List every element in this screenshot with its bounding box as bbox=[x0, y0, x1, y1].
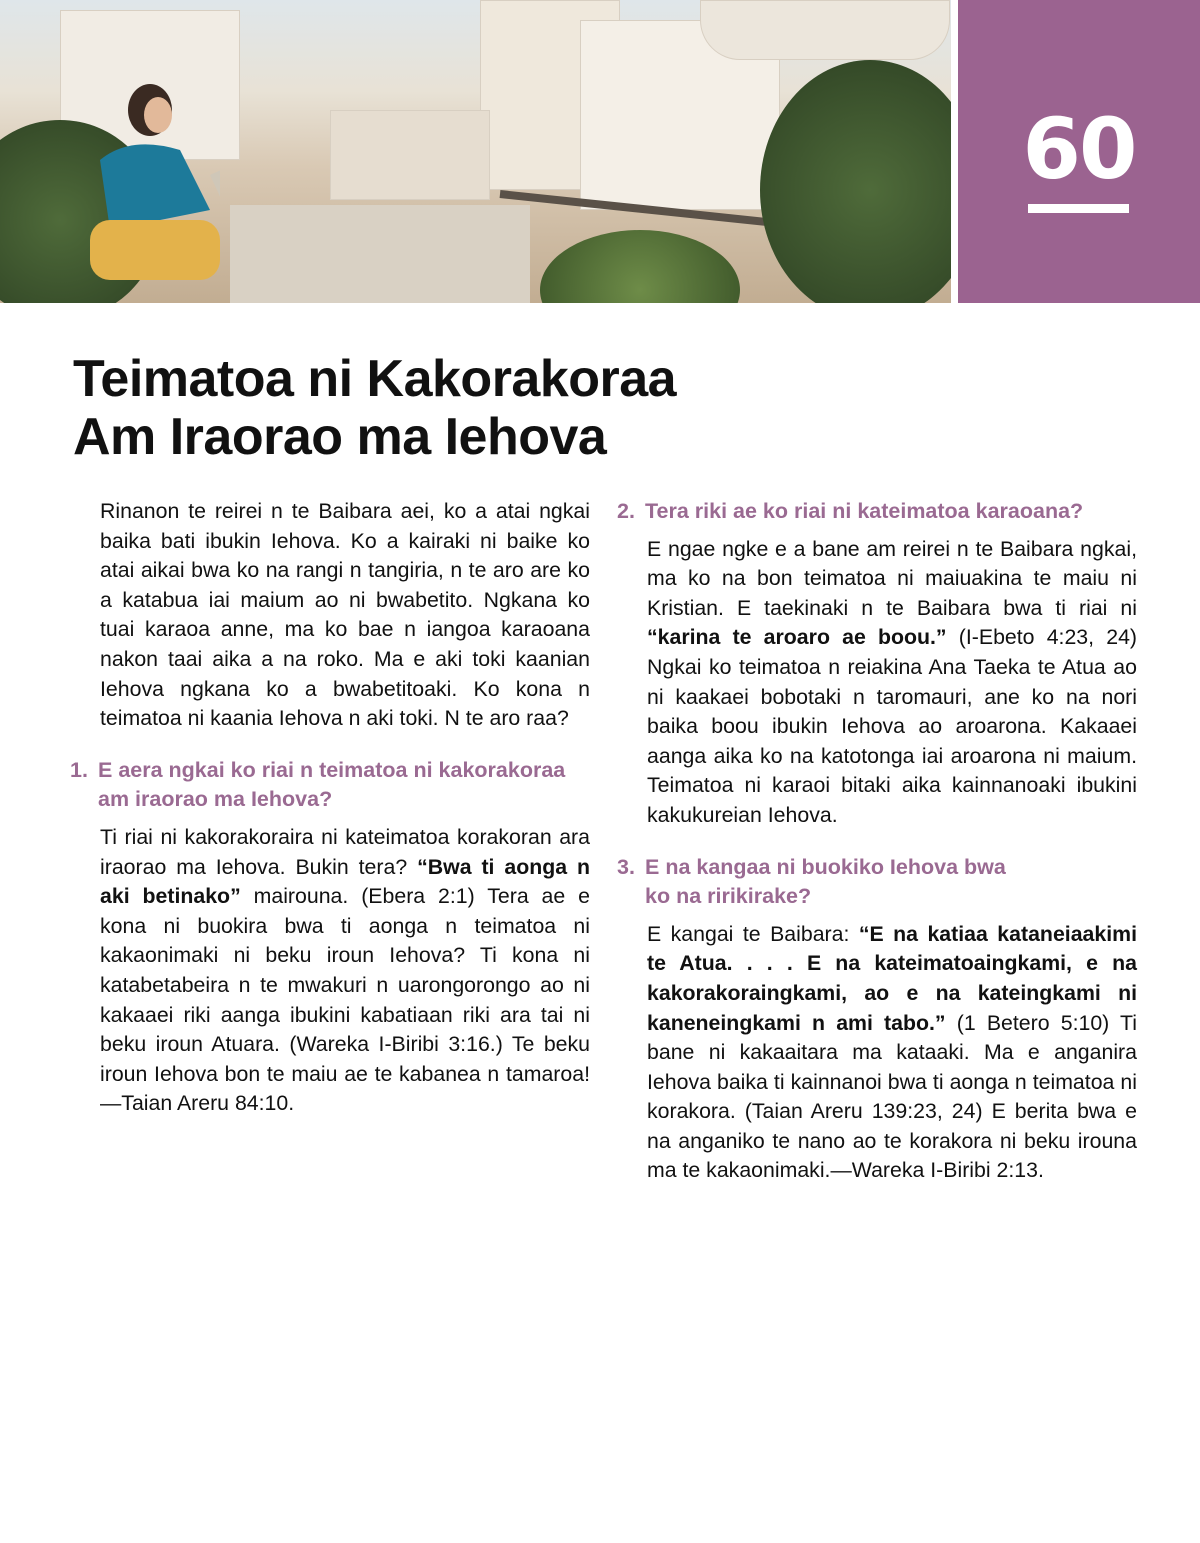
section-number: 3. bbox=[617, 854, 635, 879]
section-2-question bbox=[617, 497, 1137, 527]
section-3-question bbox=[617, 853, 1137, 912]
bold-text: “karina te aroaro ae boou.” bbox=[647, 625, 947, 650]
text: E ngae ngke e a bane am reirei n te Baibara ngkai, ma ko na bon teimatoa ni maiuakina te maiu ni Kristian. E taekinaki n te Baibara bwa ti riai ni bbox=[647, 536, 1137, 620]
bold-text: “E na katiaa kataneiaakimi te Atua. . . . E na kateimatoaingkami, e na kakorakoraingkami, ao e na kateingkami ni kaneneingkami n ami tabo.” bbox=[647, 921, 1138, 1035]
text: E kangai te Baibara: bbox=[647, 921, 859, 946]
title-line-2: Am Iraorao ma Iehova bbox=[73, 408, 607, 466]
text: (1 Betero 5:10) Ti bane ni kakaaitara ma kataaki. Ma e anganira Iehova baika ti kainnanoi bwa ti aonga n teimatoa ni korakora. (Taian Areru 139:23, 24) E berita bwa e na anganiko te nano ao te korakora ni beku irouna ma te kakaonimaki.—Wareka I-Biribi 2:13. bbox=[647, 1010, 1137, 1183]
section-3-paragraph bbox=[647, 920, 1137, 1186]
lesson-number-box bbox=[958, 0, 1200, 303]
section-1-question bbox=[70, 756, 590, 815]
text: mairouna. (Ebera 2:1) Tera ae e kona ni buokira bwa ti aonga n teimatoa ni kakaonimaki ni beku iroun Iehova? Ti kona ni katabetabeira n te mwakuri n uarongorongo ao ni kakaaei riki aanga ibukini kabatiaan riki ara tai ni beku iroun Atuara. (Wareka I-Biribi 3:16.) Te beku iroun Iehova bon te maiu ae te kabanea n tamaroa!—Taian Areru 84:10. bbox=[100, 884, 590, 1116]
text: Ti riai ni kakorakoraira ni kateimatoa korakoran ara iraorao ma Iehova. Bukin tera? bbox=[100, 824, 590, 879]
section-number: 2. bbox=[617, 499, 635, 523]
text: (I-Ebeto 4:23, 24) Ngkai ko teimatoa n reiakina Ana Taeka te Atua ao ni kaakaei bobotaki n taromauri, ane ko na nori baika boou ibukin Iehova ao aroarona. Kakaaei aanga aika ko na katotonga iai aroarona ni maium. Teimatoa ni karaoi bitaki aika kainnanoaki ibukini kakukureian Iehova. bbox=[647, 625, 1138, 827]
title-line-1: Teimatoa ni Kakorakoraa bbox=[73, 350, 677, 408]
section-2-paragraph bbox=[647, 535, 1137, 831]
section-1-paragraph bbox=[100, 823, 590, 1119]
woman-figure bbox=[70, 80, 220, 280]
question-text: E aera ngkai ko riai n teimatoa ni kakorakoraa am iraorao ma Iehova? bbox=[98, 757, 566, 812]
right-column bbox=[617, 497, 1137, 1186]
page-title bbox=[73, 350, 676, 466]
left-column bbox=[70, 497, 590, 1119]
question-text: E na kangaa ni buokiko Iehova bwa ko na ririkirake? bbox=[645, 854, 1006, 909]
intro-paragraph: Rinanon te reirei n te Baibara aei, ko a atai ngkai baika bati ibukin Iehova. Ko a kairaki ni baike ko atai aikai bwa ko na rangi n tangiria, n te aro are ko a katabua iai maium ao ni bwabetito. Ngkana ko tuai karaoa anne, ma ko bae n iangoa karaoana nakon taai aika a na roko. Ma e aki toki kaanian Iehova ngkana ko a bwabetitoaki. Ko kona n teimatoa ni kaania Iehova n aki toki. N te aro raa? bbox=[100, 499, 590, 731]
header-photo-woman-reading-on-balcony bbox=[0, 0, 951, 303]
lesson-number: 60 bbox=[1022, 100, 1136, 198]
question-text: Tera riki ae ko riai ni kateimatoa karaoana? bbox=[645, 499, 1084, 523]
bold-text: “Bwa ti aonga n aki betinako” bbox=[100, 854, 590, 909]
section-number: 1. bbox=[70, 757, 88, 782]
underline-bar bbox=[1028, 204, 1129, 213]
